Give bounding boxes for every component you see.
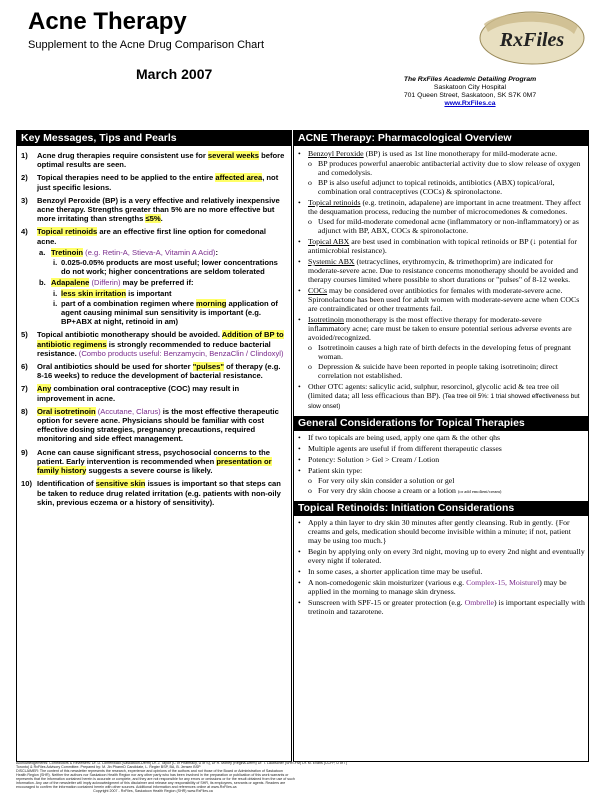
key-messages-panel <box>16 130 292 762</box>
key-point: 8) Oral isotretinoin (Accutane, Clarus) is the most effective therapeutic option for severe acne. Physicians should be familiar with cost effective dosing strategies, pregnancy precautions, required monitoring and side effect management. <box>21 406 279 444</box>
footer-line: DISCLAIMER: The content of this newsletter represents the research, experience and opinions of the authors and not those of the Board or Administration of Saskatoon <box>16 769 283 773</box>
retinoid-item: • Begin by applying only on every 3rd night, moving up to every 2nd night and eventually every night if tolerated. <box>298 547 585 565</box>
retinoid-item: • A non-comedogenic skin moisturizer (various e.g. Complex-15, Moisturel) may be applied in the morning to manage skin dryness. <box>298 578 567 596</box>
footer-line: encouraged to confirm the information contained herein with other sources. Additional information and references online at www.RxFiles.ca <box>16 785 237 789</box>
footer-line: Acknowledgements: Contributors & Reviewers: Dr. D. Lohrenwald (Saskatoon-Derm) Dr. J. Taylor (C of Pharmacy, U of S), Dr R. Morley (Regina-Derm) Dr. T. Laubscher (SHR-FM) Dr. M. Evans (CCFP, U of T) <box>16 761 348 765</box>
page-subtitle: Supplement to the Acne Drug Comparison Chart <box>28 39 265 51</box>
topical-retinoids-section <box>294 518 588 616</box>
general-considerations-heading: General Considerations for Topical Therapies <box>294 416 588 431</box>
sub-sub-point: i. part of a combination regimen where morning application of agent causing minimal sun sensitivity is important (e.g. BP+ABX at night, retinoid in am) <box>53 298 278 327</box>
footer-line: information. Any use of the newsletter will imply acknowledgment of this disclaimer and release any responsibility of SHR, its employees, servants or agents. Readers are <box>16 781 286 785</box>
key-point: 3) Benzoyl Peroxide (BP) is a very effective and relatively inexpensive acne therapy. Strengths greater than 5% are no more effective but more irritating than strengths ≤5%. <box>21 195 280 224</box>
retinoid-item: • In some cases, a shorter application time may be useful. <box>298 567 483 576</box>
retinoid-item: • Apply a thin layer to dry skin 30 minutes after gently cleansing. Rub in gently. {For creams and gels, medication should become invisible within a minute; if not, patient may be using too much.} <box>298 518 571 545</box>
key-point: 5) Topical antibiotic monotherapy should be avoided. Addition of BP to antibiotic regimens is strongly recommended to reduce bacterial resistance. (Combo products useful: Benzamycin, BenzaClin / Clindoxyl) <box>21 330 284 358</box>
consideration-subitem: o For very oily skin consider a solution or gel <box>308 476 455 485</box>
overview-subitem: o BP produces powerful anaerobic antibacterial activity due to slow release of oxygen and comedolysis. <box>308 159 581 177</box>
overview-item: • Topical ABX are best used in combination with topical retinoids or BP (↓ potential for antimicrobial resistance). <box>298 237 577 255</box>
pharmacological-overview-heading: ACNE Therapy: Pharmacological Overview <box>294 131 588 146</box>
consideration-subitem: o For very dry skin choose a cream or a lotion (or add emolient/cream) <box>308 486 502 495</box>
rxfiles-logo <box>470 4 590 70</box>
footer-line: Health Region (SHR). Neither the authors nor Saskatoon Health Region nor any other party who has been involved in the preparation or publication of this work warrants or <box>16 773 289 777</box>
pharmacological-overview-section <box>294 146 588 411</box>
key-point: 10) Identification of sensitive skin issues is important so that steps can be taken to reduce drug related irritation (e.g. patients with non-oily skin, previous eczema or a history of sensitivity). <box>21 479 281 507</box>
key-point: 4) Topical retinoids are an effective first line option for comedonal acne. a. Tretinoin (e.g. Retin-A, Stieva-A, Vitamin A Acid): i. 0.025-0.05% products are most useful; lower concentrations do not work; higher concentrations are seldom tolerated b. Adapalene (Differin) may be preferred if: i. less skin irritation is important i. part of a combination regimen where morning application of agent causing minimal sun sensitivity is important (e.g. BP+ABX at night, retinoid in am) <box>17 227 287 326</box>
program-line: 701 Queen Street, Saskatoon, SK S7K 0M7 <box>403 92 537 99</box>
key-point: 6) Oral antibiotics should be used for shorter "pulses" of therapy (e.g. 8-16 weeks) to reduce the development of bacterial resistance. <box>21 362 281 381</box>
overview-subitem: o BP is also useful adjunct to topical retinoids, antibiotics (ABX) topical/oral, combination oral contraceptives (COCs) & spironolactone. <box>308 178 555 196</box>
right-panel <box>293 130 589 762</box>
consideration-item: • Potency: Solution > Gel > Cream / Lotion <box>298 455 440 464</box>
program-info <box>360 76 580 108</box>
consideration-item: • Multiple agents are useful if from different therapeutic classes <box>298 444 502 453</box>
key-point: 2) Topical therapies need to be applied to the entire affected area, not just specific lesions. <box>21 173 279 192</box>
publication-date: March 2007 <box>136 66 213 82</box>
program-title: The RxFiles Academic Detailing Program <box>403 76 537 83</box>
sub-point: a. Tretinoin (e.g. Retin-A, Stieva-A, Vitamin A Acid): <box>39 247 218 257</box>
overview-subitem: o Used for mild-moderate comedonal acne (inflammatory or non-inflammatory) or as adjunct with BP, ABX, COCs & spironolactone. <box>308 217 579 235</box>
acknowledgements-footer <box>16 761 348 793</box>
overview-subitem: o Depression & suicide have been reported in people taking isotretinoin; direct correlation not established. <box>308 362 558 380</box>
overview-item: • Isotretinoin monotherapy is the most effective therapy for moderate-severe inflammatory acne; care must be taken to ensure potential serious adverse events are avoided/recognized. <box>298 315 572 342</box>
sub-sub-point: i. less skin irritation is important <box>53 288 172 298</box>
general-considerations-section <box>294 433 588 496</box>
footer-line: Toronto) & RxFiles Advisory Committee. Prepared by: M. Jin PharmD Candidate, L. Regier BSP, BA, B. Jensen BSP <box>16 765 201 769</box>
footer-copyright: Copyright 2007 - RxFiles, Saskatoon Health Region (SHR) www.RxFiles.ca <box>93 789 213 793</box>
overview-item: • Benzoyl Peroxide (BP) is used as 1st line monotherapy for mild-moderate acne. <box>298 149 558 158</box>
key-messages-heading: Key Messages, Tips and Pearls <box>17 131 291 146</box>
consideration-item: • If two topicals are being used, apply one qam & the other qhs <box>298 433 501 442</box>
key-point: 7) Any combination oral contraceptive (COC) may result in improvement in acne. <box>21 384 240 403</box>
overview-item: • COCs may be considered over antibiotics for females with moderate-severe acne. Spironolactone has been used for adult women with moderate-severe acne when COCs are contraindicated or other treatments fail. <box>298 286 580 313</box>
key-point: 1) Acne drug therapies require consistent use for several weeks before optimal results are seen. <box>21 151 285 170</box>
program-url-link[interactable]: www.RxFiles.ca <box>444 100 496 107</box>
program-line: Saskatoon City Hospital <box>433 84 507 91</box>
sub-point: b. Adapalene (Differin) may be preferred if: <box>39 278 194 288</box>
page-title: Acne Therapy <box>28 8 187 35</box>
overview-item: • Other OTC agents: salicylic acid, sulphur, resorcinol, glycolic acid & tea tree oil (limited data; all less efficacious than BP). (Tea tree oil 5%: 1 trial showed effectiveness but slow onset) <box>298 382 580 410</box>
overview-item: • Topical retinoids (e.g. tretinoin, adapalene) are important in acne treatment. They affect the desquamation process, reducing the number of microcomedones & comedones. <box>298 198 582 216</box>
overview-subitem: o Isotretinoin causes a high rate of birth defects in the developing fetus of pregnant woman. <box>308 343 572 361</box>
retinoid-item: • Sunscreen with SPF-15 or greater protection (e.g. Ombrelle) is important especially with tretinoin and tazarotene. <box>298 598 585 616</box>
footer-line: represents that the information contained herein is accurate or complete, and they are not responsible for any errors or omissions or for the result obtained from the use of such <box>16 777 295 781</box>
overview-item: • Systemic ABX (tetracyclines, erythromycin, & trimethoprim) are indicated for moderate-severe acne. Due to resistance concerns monotherapy should be avoided and therapy courses limited where possible to short durations or "pulses" of 8-12 weeks. <box>298 257 578 284</box>
consideration-item: • Patient skin type: <box>298 466 363 475</box>
sub-sub-point: i. 0.025-0.05% products are most useful; lower concentrations do not work; higher concentrations are seldom tolerated <box>53 258 278 277</box>
topical-retinoids-heading: Topical Retinoids: Initiation Considerations <box>294 501 588 516</box>
key-point: 9) Acne can cause significant stress, psychosocial concerns to the patient. Early intervention is recommended when presentation or family history suggests a severe course is likely. <box>21 447 272 476</box>
logo-text: RxFiles <box>499 29 565 51</box>
